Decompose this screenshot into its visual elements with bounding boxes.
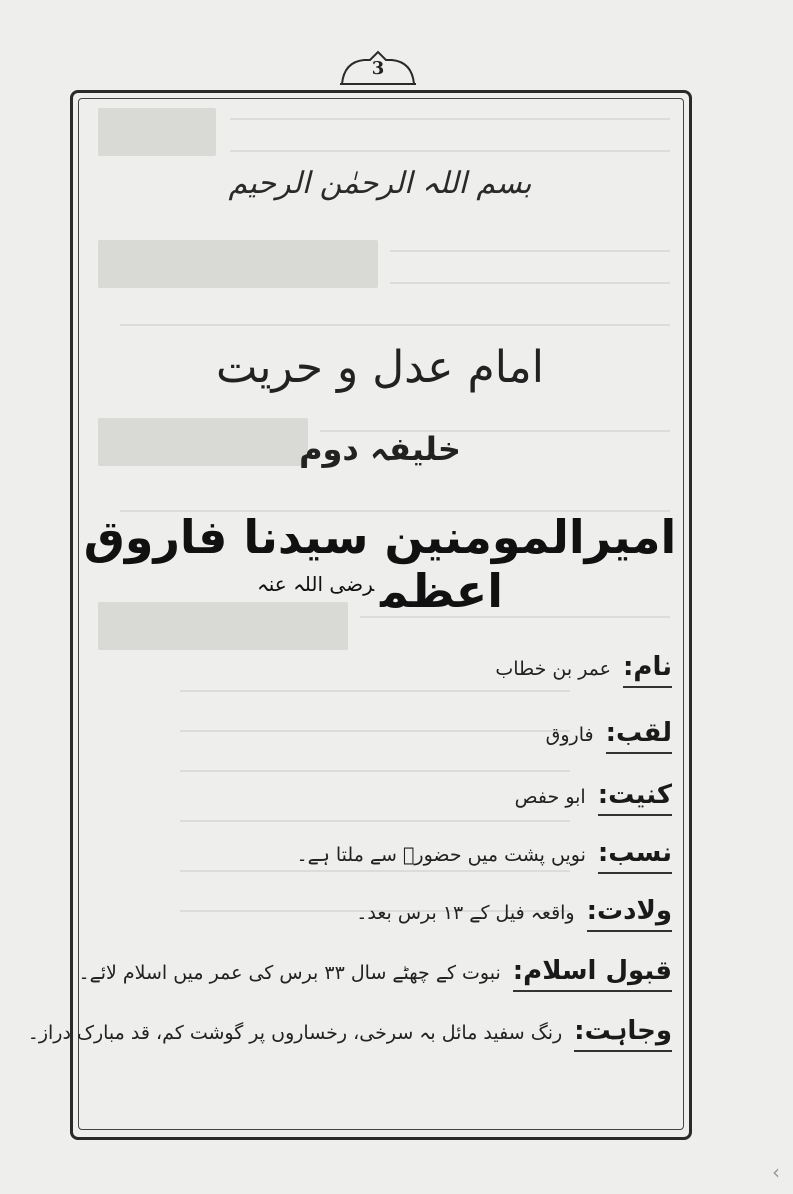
info-row-qabool-islam xyxy=(78,956,672,992)
info-value: نبوت کے چھٹے سال ۳۳ برس کی عمر میں اسلام لائے۔ xyxy=(78,962,501,984)
info-row-laqab xyxy=(546,718,672,754)
page-content xyxy=(27,100,680,1126)
title-text: امیرالمومنین سیدنا فاروق اعظم xyxy=(83,510,677,618)
info-value: نویں پشت میں حضورؐ سے ملتا ہے۔ xyxy=(296,844,586,866)
info-label: لقب: xyxy=(606,718,672,754)
info-value: ابو حفص xyxy=(514,786,586,808)
info-row-kunyat xyxy=(515,780,672,816)
page-corner-mark: ‹ xyxy=(772,1160,780,1184)
info-value: عمر بن خطاب xyxy=(495,658,612,680)
page-number-tab xyxy=(340,48,416,86)
info-label: کنیت: xyxy=(598,780,672,816)
bismillah-calligraphy: بسم اللہ الرحمٰن الرحیم xyxy=(228,166,532,201)
info-label: قبول اسلام: xyxy=(513,956,672,992)
info-row-nasab xyxy=(296,838,672,874)
info-label: نسب: xyxy=(598,838,672,874)
info-label: ولادت: xyxy=(587,896,672,932)
page-title xyxy=(80,510,680,618)
info-value: واقعہ فیل کے ۱۳ برس بعد۔ xyxy=(356,902,575,924)
page-number: 3 xyxy=(371,58,385,79)
info-value: رنگ سفید مائل بہ سرخی، رخساروں پر گوشت کم، قد مبارک دراز۔ xyxy=(27,1022,563,1044)
info-row-wajahat xyxy=(28,1016,672,1052)
info-label: نام: xyxy=(623,652,672,688)
heading-khalifa: خلیفہ دوم xyxy=(299,430,461,468)
honorific: رضی اللہ عنہ xyxy=(257,571,375,596)
heading-imam: امام عدل و حریت xyxy=(216,342,544,393)
info-value: فاروق xyxy=(545,724,594,746)
info-row-wiladat xyxy=(356,896,672,932)
info-label: وجاہت: xyxy=(574,1016,672,1052)
info-row-name xyxy=(495,652,672,688)
